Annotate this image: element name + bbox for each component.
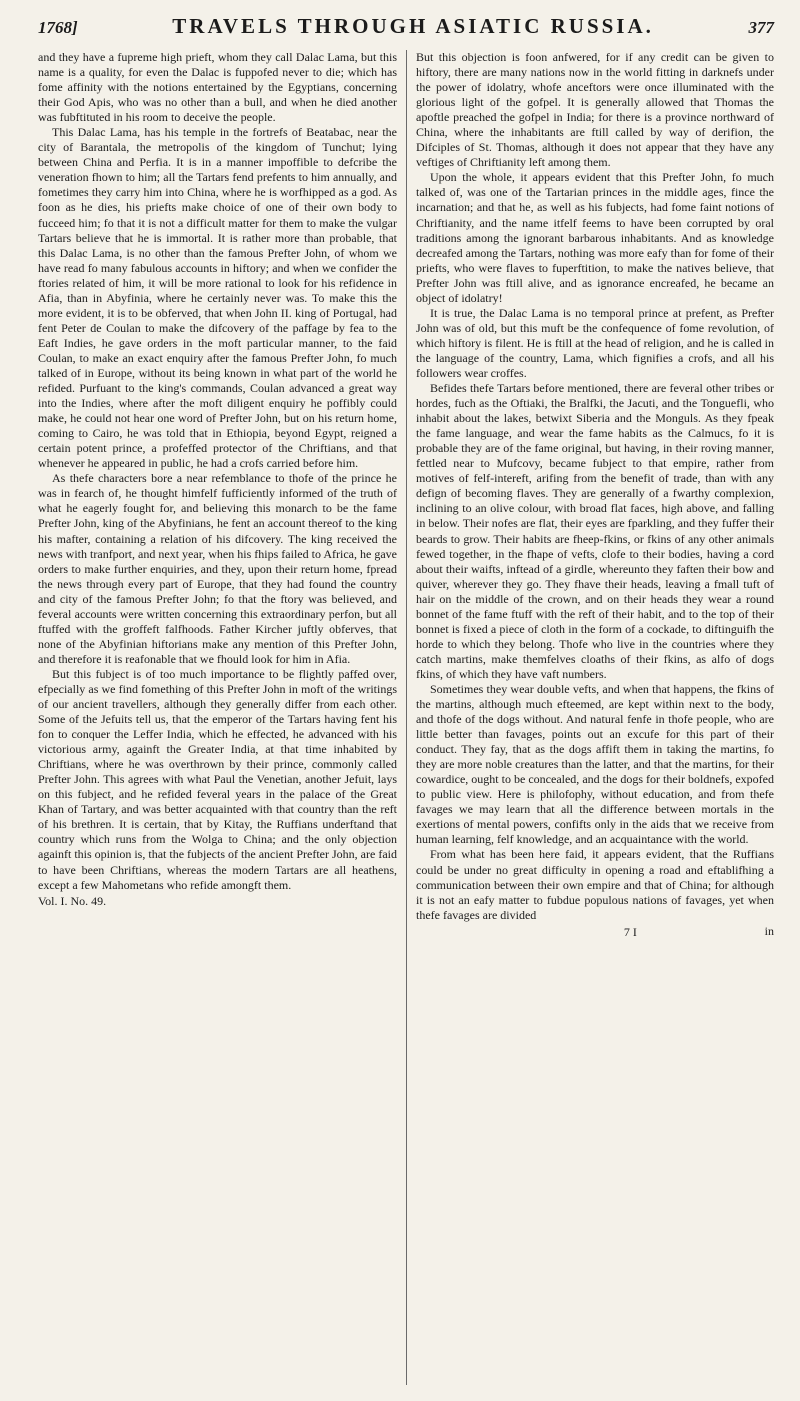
paragraph: and they have a fupreme high prieft, whom they call Dalac Lama, but this name is a quality, for even the Dalac is fuppofed never to die; which has fome affinity with the notions entertained by the Egyptians, concerning their God Apis, who was no other than a bull, and when he died another was fubftituted in his room to deceive the people. <box>38 50 397 125</box>
right-column-paragraphs <box>416 50 774 923</box>
left-column-paragraphs <box>38 50 397 893</box>
left-column <box>38 50 406 1385</box>
text-columns <box>38 50 774 1385</box>
paragraph: From what has been here faid, it appears evident, that the Ruffians could be under no great difficulty in opening a road and eftablifhing a communication between their own empire and that of China; for although it is not an eafy matter to fubdue populous nations of favages, yet when thefe favages are divided <box>416 847 774 922</box>
paragraph: As thefe characters bore a near refemblance to thofe of the prince he was in fearch of, he thought himfelf fufficiently informed of the truth of what he eagerly fought for, and believing this monarch to be the fame Prefter John, king of the Abyfinians, he fent an account thereof to the king his mafter, containing a relation of his difcovery. The king received the news with tranfport, and next year, when his fhips failed to Africa, he gave orders to make further enquiries, and they, upon their return home, fpread the news through every part of Europe, that they had found the country and city of the famous Prefter John; fo that the ftory was believed, and feveral accounts were written concerning this extraordinary perfon, but all ftuffed with the groffeft falfhoods. Father Kircher juftly obferves, that none of the Abyfinian hiftorians make any mention of this Prefter John, and therefore it is reafonable that we fhould look for him in Afia. <box>38 471 397 666</box>
catchword: in <box>764 923 774 938</box>
running-head <box>38 14 774 42</box>
page-number: 377 <box>748 18 774 37</box>
right-column <box>406 50 774 1385</box>
signature-mark-row <box>416 925 765 940</box>
paragraph: Upon the whole, it appears evident that this Prefter John, fo much talked of, was one of the Tartarian princes in the middle ages, fince the incarnation; and that he, as well as his fubjects, had fome faint notions of Chriftianity, and the name itfelf feems to have been corrupted by oral traditions among the ignorant barbarous inhabitants. And as knowledge decreafed among the Tartars, nothing was more eafy than for fome of their priefts, who were flaves to fuperftition, to make the natives believe, that Prefter John was ftill alive, and as ignorance encreafed, he became an object of idolatry! <box>416 170 774 305</box>
paragraph: But this objection is foon anfwered, for if any credit can be given to hiftory, there are many nations now in the world fitting in darknefs under the power of idolatry, whofe anceftors were once illuminated with the glorious light of the gofpel. It is generally allowed that Thomas the apoftle preached the gofpel in India; for there is a province northward of China, where the inhabitants are ftill called by way of derifion, the Difciples of St. Thomas, although it does not appear that they have any veftiges of Chriftianity left among them. <box>416 50 774 170</box>
volume-number: Vol. I. No. 49. <box>38 893 107 908</box>
running-head-date: 1768] <box>38 18 78 37</box>
signature-mark: 7 I <box>623 924 637 939</box>
paragraph: This Dalac Lama, has his temple in the fortrefs of Beatabac, near the city of Barantala, the metropolis of the kingdom of Tunchut; lying between China and Perfia. It is in a manner impoffible to defcribe the veneration fhown to him; all the Tartars fend prefents to him annually, and fometimes they carry him into China, where he is worfhipped as a god. As foon as he dies, his priefts make choice of one of their own body to fucceed him; fo that it is not a difficult matter for them to make the vulgar Tartars believe that he is immortal. It is rather more than probable, that this Dalac Lama, is no other than the famous Prefter John, of whom we have read fo many fabulous accounts in hiftory; and when we confider the ftories related of him, it will be more rational to look for his refidence in Afia, than in Abyfinia, where he certainly never was. To make this the more evident, it is to be obferved, that when John II. king of Portugal, had fent Peter de Coulan to make the difcovery of the paffage by fea to the Eaft Indies, he gave orders in the moft particular manner, to the faid Coulan, to make an exact enquiry after the famous Prefter John, fo much talked of in Europe, without its being known in what part of the world he refided. Purfuant to the king's commands, Coulan advanced a great way into the Indies, where after the moft diligent enquiry he poffibly could make, he could not hear one word of Prefter John, but on his return home, coming to Cairo, he was told that in Ethiopia, beyond Egypt, reigned a certain potent prince, a profeffed protector of the Chriftians, and that whenever he appeared in public, he had a crofs carried before him. <box>38 125 397 471</box>
left-column-footer <box>38 894 397 909</box>
paragraph: It is true, the Dalac Lama is no temporal prince at prefent, as Prefter John was of old, but this muft be the confequence of fome revolution, of which hiftory is filent. He is ftill at the head of religion, and he is called in the language of the country, Lama, which fignifies a crofs, and all his followers wear croffes. <box>416 305 774 380</box>
right-column-footer <box>416 924 774 940</box>
running-head-title: TRAVELS THROUGH ASIATIC RUSSIA. <box>172 14 654 38</box>
paragraph: Befides thefe Tartars before mentioned, there are feveral other tribes or hordes, fuch as the Oftiaki, the Bralfki, the Jacuti, and the Tonguefli, who inhabit about the lakes, betwixt Siberia and the Monguls. As they fpeak the fame language, and wear the fame habits as the Calmucs, fo it is probable they are of the fame original, but having, in their roving manner, fettled near to Mufcovy, became fubject to that empire, rather from motives of felf-intereft, arifing from the benefit of trade, than with any defign of becoming flaves. They are generally of a fwarthy complexion, inclining to an olive colour, with broad flat faces, high above, and falling in below. Their nofes are flat, their eyes are fparkling, and they fuffer their beards to grow. Their habits are fheep-fkins, or fkins of any other animals fewed together, in the fhape of vefts, clofe to their bodies, having a cord about their waifts, inftead of a girdle, whereunto they faften their bow and quiver, wherever they go. They fhave their heads, leaving a fmall tuft of hair on the middle of the crown, and on their heads they wear a round bonnet of the fame ftuff with the reft of their habit, and to the top of their bonnet is fixed a piece of cloth in the form of a cockade, to diftinguifh the horde to which they belong. Thofe who live in the countries where they catch martins, make themfelves cloaths of their fkins, as alfo of dogs fkins, of which they have vaft numbers. <box>416 381 774 681</box>
paragraph: But this fubject is of too much importance to be flightly paffed over, efpecially as we find fomething of this Prefter John in moft of the writings of our ancient travellers, although they generally differ from each other. Some of the Jefuits tell us, that the emperor of the Tartars having fent his fon to conquer the Leffer India, which he effected, he advanced with his victorious army, againft the Greater India, at that time inhabited by Chriftians, where he was overthrown by their prince, commonly called Prefter John. This agrees with what Paul the Venetian, another Jefuit, lays on this fubject, and he refided feveral years in the palace of the Great Khan of Tartary, and was better acquainted with that country than the reft of his brethren. It is certain, that by Kitay, the Ruffians underftand that country which runs from the Wolga to China; and the only objection againft this opinion is, that the fubjects of the ancient Prefter John, are faid to have been Chriftians, whereas the modern Tartars are all heathens, except a few Mahometans who refide amongft them. <box>38 666 397 892</box>
paragraph: Sometimes they wear double vefts, and when that happens, the fkins of the martins, although much efteemed, are kept within next to the body, and thofe of the dogs without. And natural fenfe in thofe people, who are little better than favages, points out an excufe for this part of their conduct. They fay, that as the dogs affift them in taking the martins, fo they are more noble creatures than the latter, and that the martins, for their cowardice, ought to be concealed, and the dogs for their boldnefs, expofed to public view. Here is philofophy, without education, and from thefe favages we may learn that all the difference between mortals in the exertions of mental powers, confifts only in the aids that we receive from human learning, felf knowledge, and an acquaintance with the world. <box>416 681 774 847</box>
